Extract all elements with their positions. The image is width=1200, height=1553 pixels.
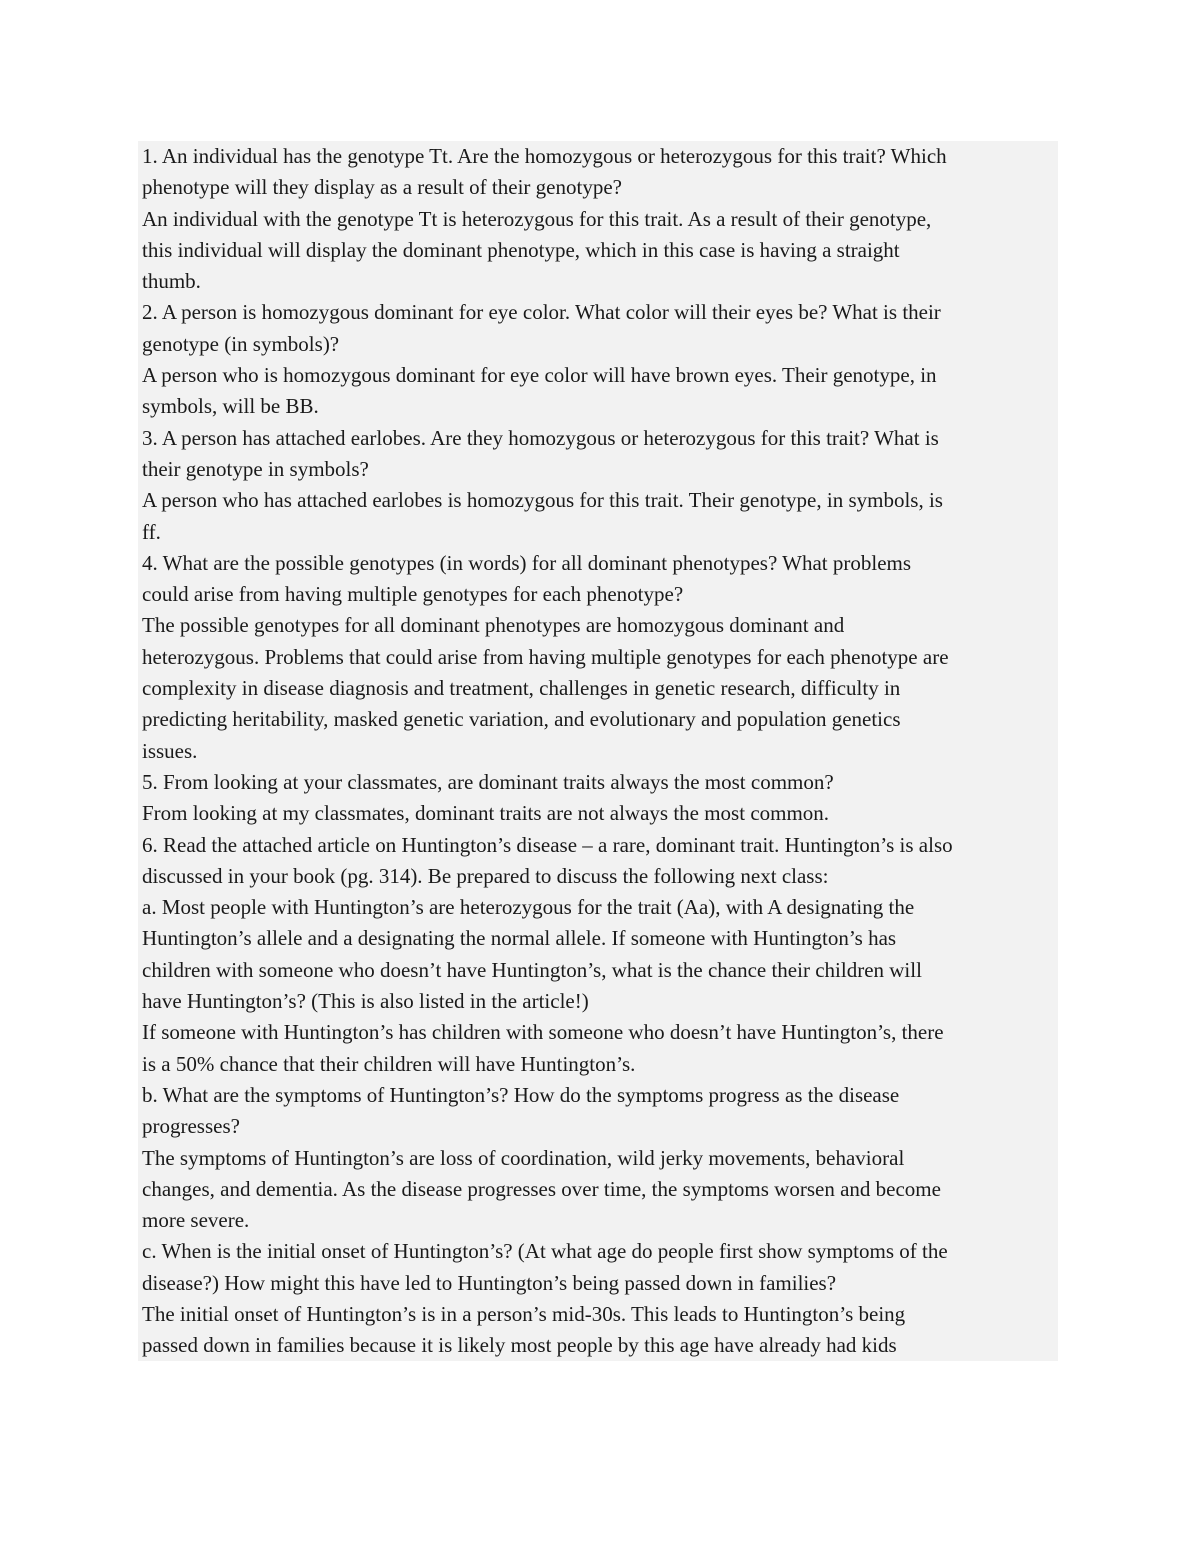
text-line: 3. A person has attached earlobes. Are they homozygous or heterozygous for this trait? What is: [142, 425, 939, 450]
text-line: 6. Read the attached article on Huntington’s disease – a rare, dominant trait. Huntington’s is also: [142, 832, 953, 857]
text-line: 2. A person is homozygous dominant for eye color. What color will their eyes be? What is their: [142, 300, 941, 325]
text-line: If someone with Huntington’s has children with someone who doesn’t have Huntington’s, there: [142, 1020, 944, 1045]
text-line: could arise from having multiple genotypes for each phenotype?: [142, 582, 684, 607]
text-line: issues.: [142, 738, 198, 763]
text-line: An individual with the genotype Tt is heterozygous for this trait. As a result of their genotype,: [142, 206, 932, 231]
text-line: A person who is homozygous dominant for eye color will have brown eyes. Their genotype, in: [142, 363, 937, 388]
text-line: heterozygous. Problems that could arise from having multiple genotypes for each phenotype are: [142, 644, 949, 669]
text-line: The initial onset of Huntington’s is in a person’s mid-30s. This leads to Huntington’s being: [142, 1301, 906, 1326]
text-line: children with someone who doesn’t have Huntington’s, what is the chance their children will: [142, 957, 922, 982]
text-line: phenotype will they display as a result of their genotype?: [142, 175, 622, 200]
text-line: a. Most people with Huntington’s are heterozygous for the trait (Aa), with A designating the: [142, 895, 915, 920]
text-line: disease?) How might this have led to Huntington’s being passed down in families?: [142, 1270, 837, 1295]
text-line: genotype (in symbols)?: [142, 331, 340, 356]
text-line: Huntington’s allele and a designating the normal allele. If someone with Huntington’s has: [142, 926, 897, 951]
text-line: b. What are the symptoms of Huntington’s? How do the symptoms progress as the disease: [142, 1082, 900, 1107]
text-line: c. When is the initial onset of Huntington’s? (At what age do people first show symptoms of the: [142, 1239, 948, 1264]
text-line: ff.: [142, 519, 161, 544]
text-line: passed down in families because it is likely most people by this age have already had kids: [142, 1333, 897, 1358]
text-line: The possible genotypes for all dominant phenotypes are homozygous dominant and: [142, 613, 845, 638]
text-line: is a 50% chance that their children will have Huntington’s.: [142, 1051, 636, 1076]
text-line: A person who has attached earlobes is homozygous for this trait. Their genotype, in symbols, is: [142, 488, 943, 513]
text-line: 1. An individual has the genotype Tt. Are the homozygous or heterozygous for this trait? Which: [142, 144, 947, 168]
text-line: progresses?: [142, 1114, 240, 1139]
text-line: complexity in disease diagnosis and treatment, challenges in genetic research, difficulty in: [142, 676, 901, 701]
text-line: The symptoms of Huntington’s are loss of coordination, wild jerky movements, behavioral: [142, 1145, 905, 1170]
text-line: their genotype in symbols?: [142, 456, 369, 481]
text-line: 4. What are the possible genotypes (in words) for all dominant phenotypes? What problems: [142, 550, 912, 575]
highlighted-text-block: [138, 141, 1058, 1361]
text-line: discussed in your book (pg. 314). Be prepared to discuss the following next class:: [142, 863, 829, 888]
text-line: have Huntington’s? (This is also listed in the article!): [142, 989, 589, 1014]
text-line: predicting heritability, masked genetic variation, and evolutionary and population genetics: [142, 707, 901, 732]
text-line: changes, and dementia. As the disease progresses over time, the symptoms worsen and become: [142, 1176, 941, 1201]
text-line: From looking at my classmates, dominant traits are not always the most common.: [142, 801, 830, 826]
text-line: this individual will display the dominant phenotype, which in this case is having a straight: [142, 237, 900, 262]
text-line: more severe.: [142, 1208, 250, 1233]
text-line: symbols, will be BB.: [142, 394, 319, 419]
text-line: thumb.: [142, 269, 201, 294]
text-line: 5. From looking at your classmates, are dominant traits always the most common?: [142, 769, 834, 794]
